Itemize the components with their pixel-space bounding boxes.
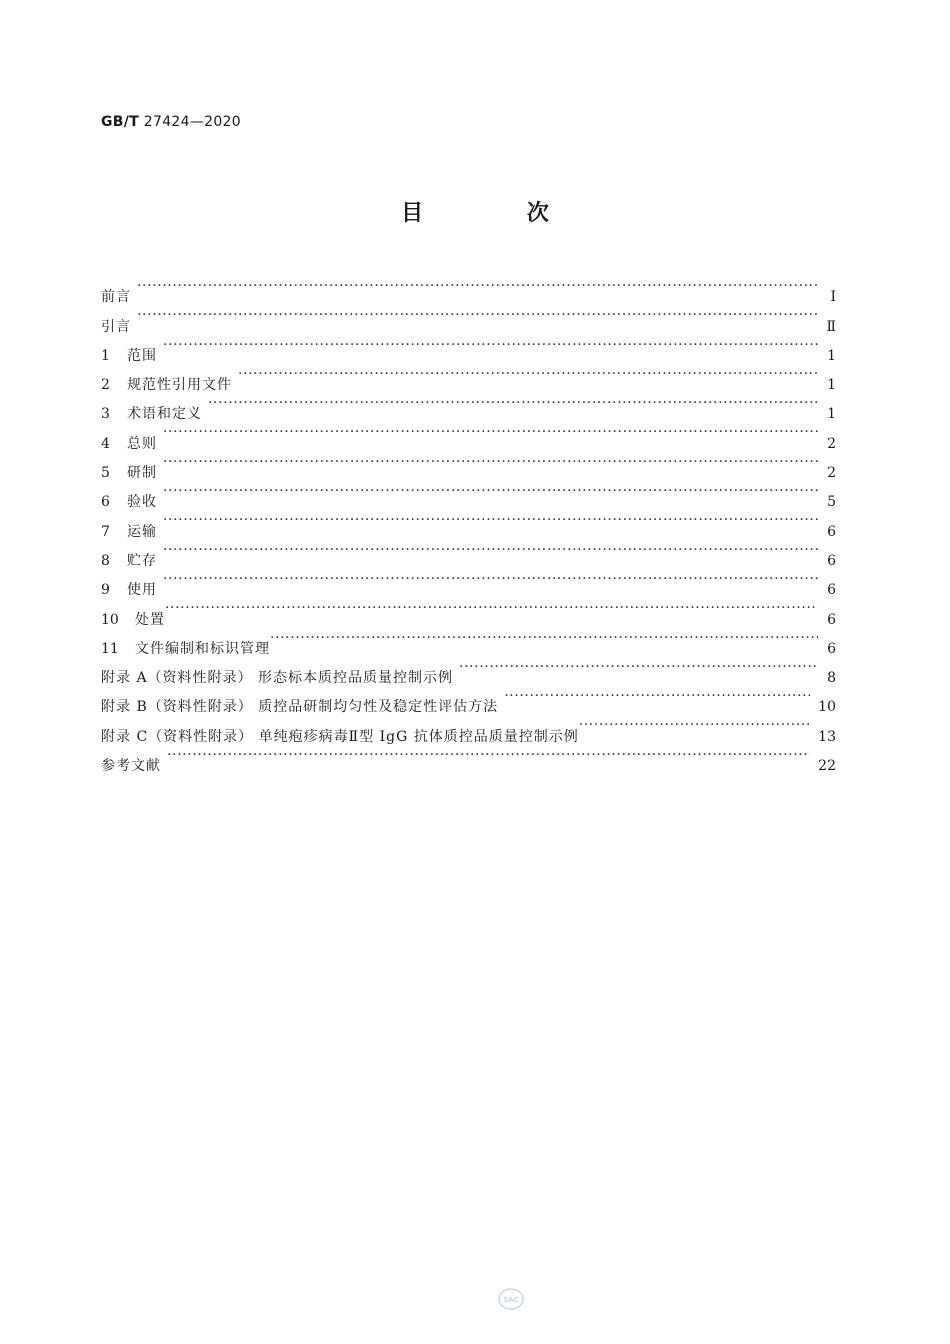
standard-code	[101, 114, 241, 130]
toc-page-number: 6	[827, 582, 836, 599]
toc-entry-label: 总则	[127, 435, 157, 452]
leader-dots	[163, 477, 818, 506]
toc-entry-label: 文件编制和标识管理	[135, 640, 270, 657]
leader-dots	[163, 331, 818, 360]
leader-dots	[504, 682, 810, 711]
leader-dots	[163, 448, 818, 477]
toc-page-number: 8	[827, 670, 836, 687]
toc-entry-label: 附录 A（资料性附录） 形态标本质控品质量控制示例	[101, 670, 454, 687]
toc-entry-10[interactable]	[101, 594, 836, 628]
toc-entry-label: 处置	[135, 611, 165, 628]
toc-page-number: 10	[818, 699, 836, 716]
leader-dots	[165, 594, 818, 623]
toc-entry-5[interactable]	[101, 448, 836, 482]
toc-entry-6[interactable]	[101, 477, 836, 511]
sac-logo-icon	[498, 1288, 524, 1310]
toc-entry-1[interactable]	[101, 331, 836, 364]
toc-page-number: Ⅱ	[826, 318, 836, 335]
toc-entry-number: 9	[101, 582, 110, 599]
toc-entry-number: 8	[101, 552, 110, 569]
toc-entry-label: 规范性引用文件	[127, 377, 232, 394]
toc-entry-label: 研制	[127, 465, 157, 482]
toc-entry-preface[interactable]	[101, 272, 836, 306]
toc-entry-4[interactable]	[101, 418, 836, 452]
leader-dots	[163, 565, 818, 594]
toc-entry-label: 贮存	[127, 552, 157, 569]
toc-entry-11[interactable]	[101, 624, 836, 657]
toc-page-number: 2	[827, 435, 836, 452]
toc-page-number: 1	[827, 347, 836, 364]
toc-entry-label: 附录 B（资料性附录） 质控品研制均匀性及稳定性评估方法	[101, 699, 499, 716]
toc-entry-number: 4	[101, 435, 110, 452]
toc-entry-number: 6	[101, 494, 110, 511]
toc-entry-2[interactable]	[101, 360, 836, 394]
toc-entry-number: 10	[101, 611, 119, 628]
standard-prefix: GB/T	[101, 114, 140, 130]
page-title: 目 次	[401, 201, 597, 226]
toc-page-number: 6	[827, 611, 836, 628]
toc-page-number: 13	[818, 728, 836, 745]
toc-entry-number: 3	[101, 406, 110, 423]
leader-dots	[238, 360, 818, 389]
toc-entry-label: 参考文献	[101, 758, 161, 775]
sac-logo-text: SAC	[503, 1296, 519, 1304]
leader-dots	[579, 711, 810, 740]
toc-page-number: 6	[827, 640, 836, 657]
toc-page-number: 22	[818, 758, 836, 775]
toc-entry-label: 引言	[101, 318, 131, 335]
toc-page-number: 5	[827, 494, 836, 511]
toc-entry-number: 5	[101, 465, 110, 482]
toc-entry-label: 术语和定义	[127, 406, 202, 423]
table-of-contents	[101, 272, 836, 775]
standard-number: 27424—2020	[143, 114, 241, 130]
leader-dots	[163, 506, 818, 535]
toc-entry-label: 范围	[127, 347, 157, 364]
toc-entry-label: 前言	[101, 289, 131, 306]
toc-entry-label: 附录 C（资料性附录） 单纯疱疹病毒Ⅱ型 IgG 抗体质控品质量控制示例	[101, 728, 579, 745]
toc-entry-references[interactable]	[101, 741, 836, 775]
toc-page-number: 6	[827, 552, 836, 569]
toc-entry-number: 1	[101, 347, 110, 364]
leader-dots	[137, 301, 818, 330]
toc-entry-9[interactable]	[101, 565, 836, 599]
toc-entry-label: 运输	[127, 523, 157, 540]
leader-dots	[208, 389, 818, 418]
leader-dots	[167, 741, 810, 770]
toc-entry-label: 验收	[127, 494, 157, 511]
toc-entry-number: 7	[101, 523, 110, 540]
leader-dots	[137, 272, 818, 301]
toc-page-number: 1	[827, 377, 836, 394]
leader-dots	[163, 418, 818, 447]
toc-entry-7[interactable]	[101, 506, 836, 540]
toc-entry-8[interactable]	[101, 536, 836, 569]
toc-entry-label: 使用	[127, 582, 157, 599]
toc-entry-number: 2	[101, 377, 110, 394]
toc-page-number: 6	[827, 523, 836, 540]
toc-entry-number: 11	[101, 640, 119, 657]
toc-page-number: 1	[827, 406, 836, 423]
leader-dots	[270, 624, 818, 653]
toc-page-number: Ⅰ	[830, 289, 836, 306]
toc-entry-3[interactable]	[101, 389, 836, 423]
leader-dots	[459, 653, 818, 682]
toc-page-number: 2	[827, 465, 836, 482]
leader-dots	[163, 536, 818, 565]
toc-entry-introduction[interactable]	[101, 301, 836, 335]
